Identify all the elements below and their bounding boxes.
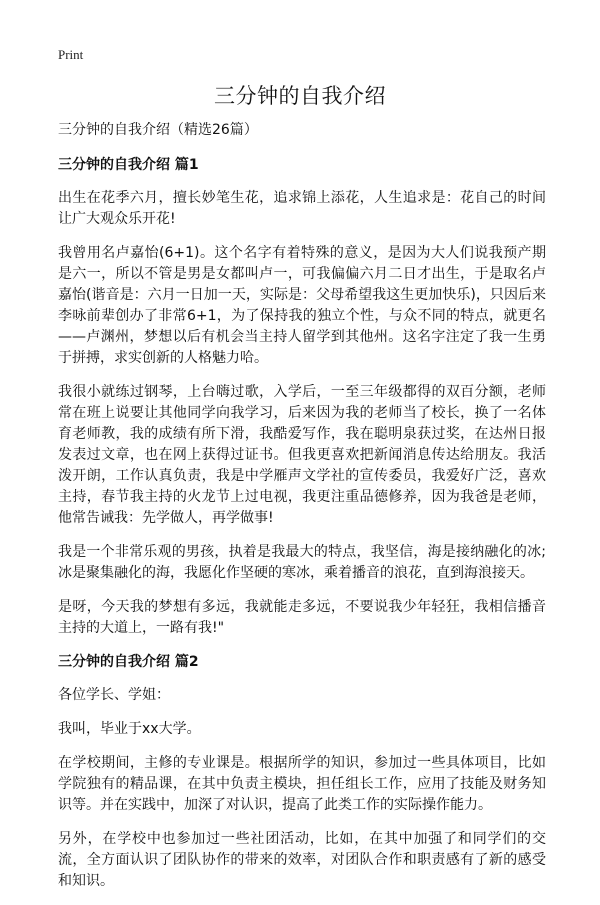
paragraph: 在学校期间，主修的专业课是。根据所学的知识，参加过一些具体项目，比如学院独有的精品课，在其中负责主模块，担任组长工作，应用了技能及财务知识等。并在实践中，加深了对认识，提高了此类工作的实际操作能力。 bbox=[58, 755, 546, 813]
paragraph: 我是一个非常乐观的男孩，执着是我最大的特点，我坚信，海是接纳融化的冰;冰是聚集融化的海，我愿化作坚硬的寒冰，乘着播音的浪花，直到海浪接天。 bbox=[58, 544, 546, 581]
paragraph: 我叫，毕业于xx大学。 bbox=[58, 721, 201, 737]
paragraph: 各位学长、学姐： bbox=[58, 687, 170, 703]
section-heading-2: 三分钟的自我介绍 篇2 bbox=[58, 654, 199, 670]
paragraph: 是呀，今天我的梦想有多远，我就能走多远，不要说我少年轻狂，我相信播音主持的大道上，一路有我!" bbox=[58, 599, 546, 636]
paragraph: 我曾用名卢嘉怡(6+1)。这个名字有着特殊的意义，是因为大人们说我预产期是六一，所以不管是男是女都叫卢一，可我偏偏六月二日才出生，于是取名卢嘉怡(谐音是：六月一日加一天，实际是：父母希望我这生更加快乐)，只因后来李咏前辈创办了非常6+1，为了保持我的独立个性，与众不同的特点，就更名——卢渊州，梦想以后有机会当主持人留学到其他州。这名字注定了我一生勇于拼搏，求实创新的人格魅力哈。 bbox=[58, 245, 546, 366]
paragraph: 出生在花季六月，擅长妙笔生花，追求锦上添花，人生追求是：花自己的时间让广大观众乐开花! bbox=[58, 190, 546, 227]
section-heading-1: 三分钟的自我介绍 篇1 bbox=[58, 157, 199, 173]
page-title: 三分钟的自我介绍 bbox=[214, 84, 386, 108]
print-link[interactable]: Print bbox=[58, 47, 84, 62]
paragraph: 另外，在学校中也参加过一些社团活动，比如，在其中加强了和同学们的交流，全方面认识了团队协作的带来的效率，对团队合作和职责感有了新的感受和知识。 bbox=[58, 831, 546, 889]
document-body bbox=[58, 120, 546, 905]
paragraph: 我很小就练过钢琴，上台嗨过歌，入学后，一至三年级都得的双百分额，老师常在班上说要让其他同学向我学习，后来因为我的老师当了校长，换了一名体育老师教，我的成绩有所下滑，我酷爱写作，我在聪明泉获过奖，在达州日报发表过文章，也在网上获得过证书。但我更喜欢把新闻消息传达给朋友。我活泼开朗，工作认真负责，我是中学雁声文学社的宣传委员，我爱好广泛，喜欢主持，春节我主持的火龙节上过电视，我更注重品德修养，因为我爸是老师，他常告诫我：先学做人，再学做事! bbox=[58, 384, 546, 526]
document-subtitle: 三分钟的自我介绍（精选26篇） bbox=[58, 122, 258, 138]
